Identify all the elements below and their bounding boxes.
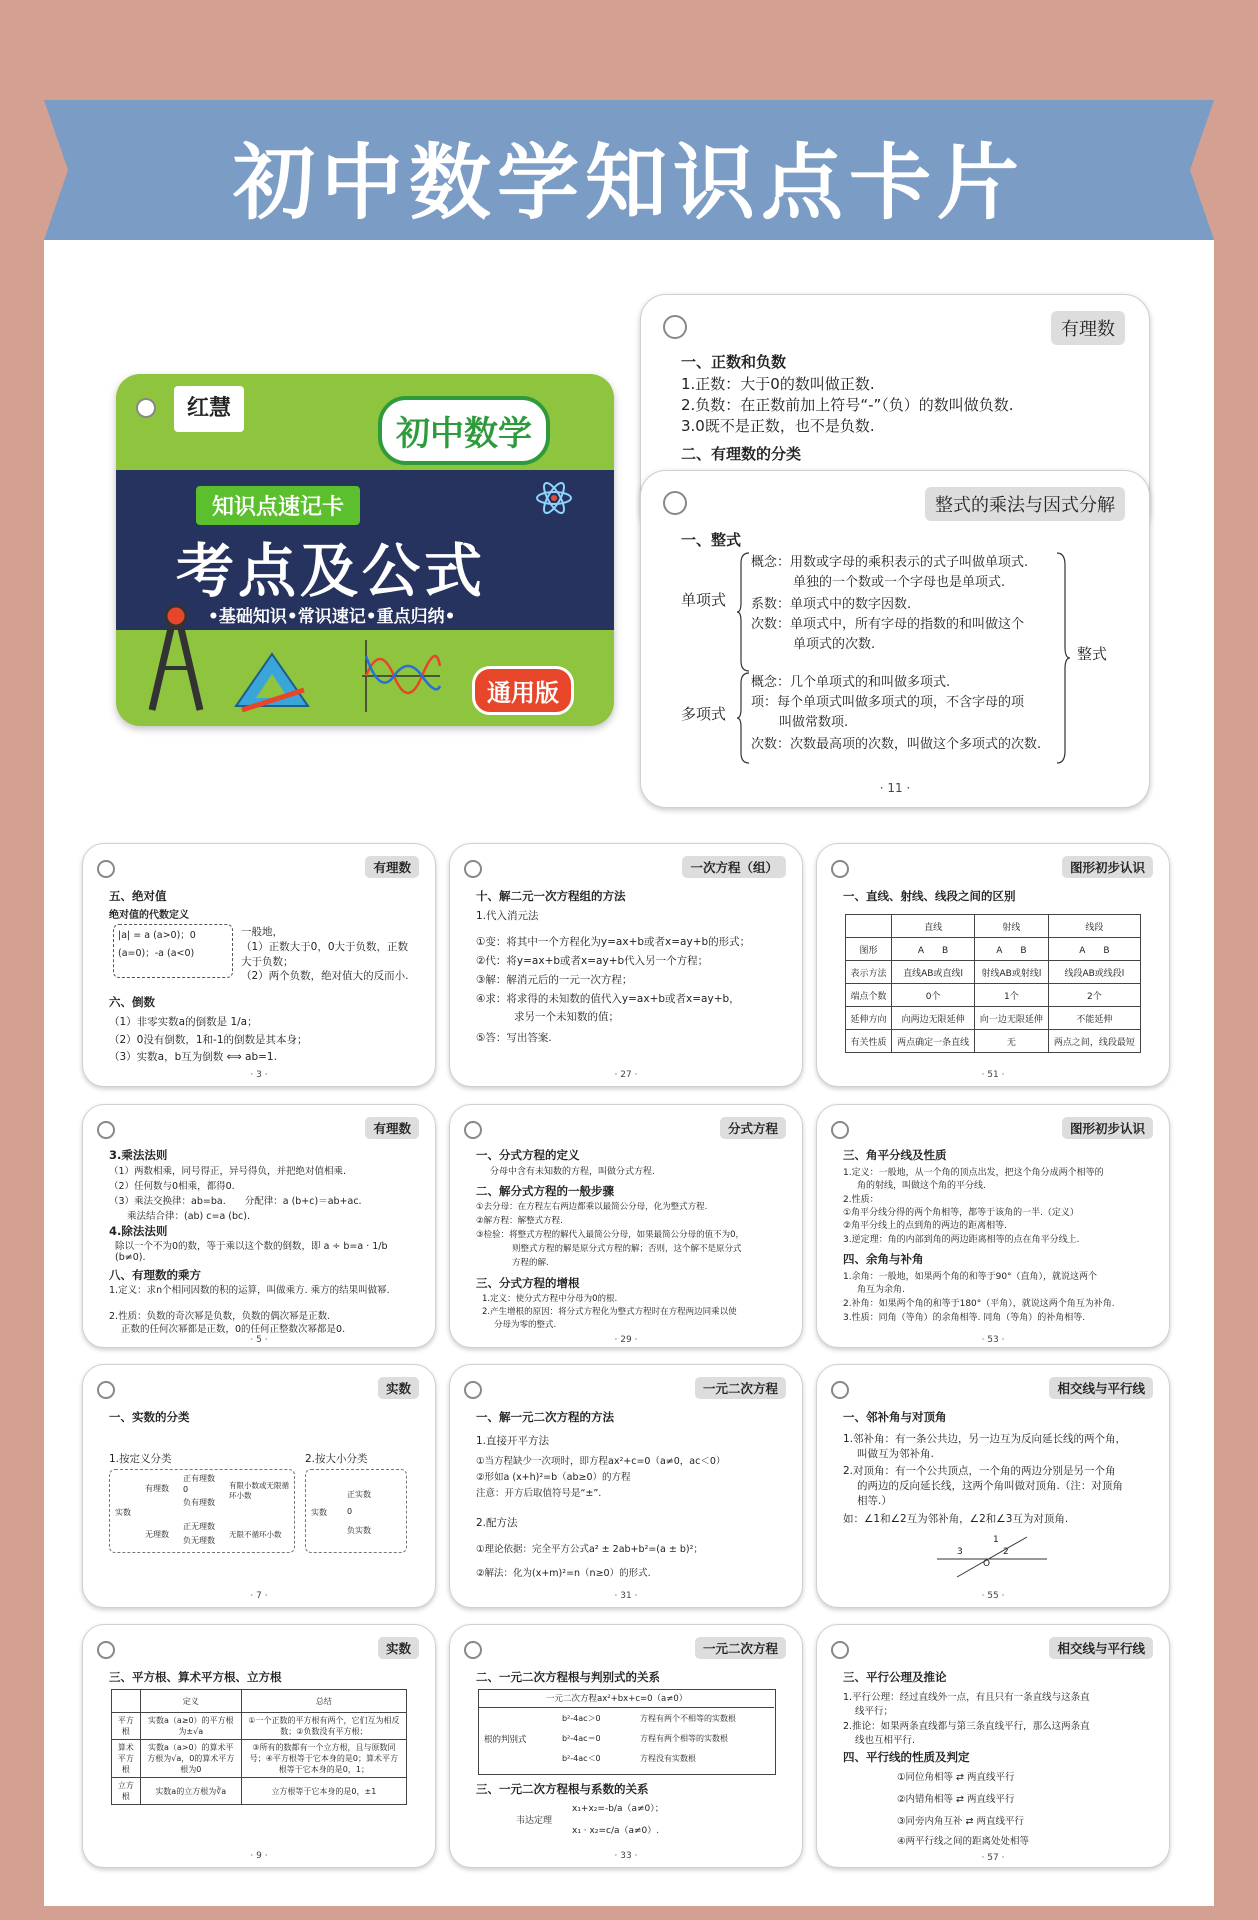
card-page-51: [816, 843, 1170, 1087]
card-line: 3.逆定理：角的内部到角的两边距离相等的点在角平分线上.: [843, 1235, 1080, 1245]
card-tab: 有理数: [365, 1117, 419, 1139]
table-cell: 2个: [1048, 984, 1140, 1007]
card-line: （3）实数a，b互为倒数 ⟺ ab=1.: [109, 1051, 277, 1063]
card-line: ①变：将其中一个方程化为y=ax+b或者x=ay+b的形式；: [476, 936, 751, 948]
card-hole: [831, 1121, 849, 1139]
table-cell: 射线AB或射线l: [975, 961, 1049, 984]
table-cell: 有关性质: [846, 1030, 892, 1053]
page-title: 初中数学知识点卡片: [232, 136, 1025, 231]
card-line: 2.产生增根的原因：将分式方程化为整式方程时在方程两边同乘以使: [482, 1307, 737, 1317]
card-hole: [831, 860, 849, 878]
table-cell: 两点确定一条直线: [892, 1030, 975, 1053]
table-cell: 向两边无限延伸: [892, 1007, 975, 1030]
card-line: ①同位角相等 ⇄ 两直线平行: [897, 1772, 1015, 1783]
card-line: 分母为零的整式.: [494, 1320, 557, 1330]
card-page-55: [816, 1364, 1170, 1608]
card-tab: 一元二次方程: [695, 1377, 786, 1399]
card-line: 求另一个未知数的值；: [514, 1011, 619, 1023]
monomial-line: 次数：单项式中，所有字母的指数的和叫做这个: [751, 617, 1025, 632]
table-cell: 实数a（a>0）的算术平方根为√a，0的算术平方根为0: [140, 1740, 241, 1778]
monomial-label: 单项式: [681, 591, 727, 609]
card-line: 十、解二元一次方程组的方法: [476, 889, 626, 903]
card-line: ③检验：将整式方程的解代入最简公分母，如果最简公分母的值不为0，: [476, 1230, 745, 1240]
card-line: 2.按大小分类: [305, 1453, 368, 1465]
table-cell: 1个: [975, 984, 1049, 1007]
page-number: · 33 ·: [614, 1851, 638, 1861]
card-line: ⑤答：写出答案.: [476, 1032, 552, 1044]
card-line: 除以一个不为0的数，等于乘以这个数的倒数，即 a ÷ b=a · 1/b (b≠0).: [115, 1241, 388, 1263]
card-line: 三、一元二次方程根与系数的关系: [476, 1782, 649, 1796]
class-root: 实数: [115, 1508, 131, 1517]
card-page-27: [449, 843, 803, 1087]
table-cell: 直线AB或直线l: [892, 961, 975, 984]
table-cell: 图形: [846, 938, 892, 961]
polynomial-line: 次数：次数最高项的次数，叫做这个多项式的次数.: [751, 737, 1042, 752]
table-cell: 立方根等于它本身的是0，±1: [241, 1778, 406, 1805]
card-line: 1.余角：一般地，如果两个角的和等于90°（直角），就说这两个: [843, 1272, 1098, 1282]
class-note: 无限不循环小数: [229, 1530, 282, 1539]
polynomial-label: 多项式: [681, 705, 727, 723]
card-hole: [663, 491, 687, 515]
card-line: 一、实数的分类: [109, 1410, 190, 1424]
card-page-7: [82, 1364, 436, 1608]
table-header: 射线: [975, 915, 1049, 938]
card-page-5: [82, 1104, 436, 1348]
card-line: 的两边的反向延长线，这两个角叫做对顶角.（注：对顶角: [857, 1480, 1123, 1492]
page-number: · 31 ·: [614, 1591, 638, 1601]
page-number: · 53 ·: [981, 1335, 1005, 1345]
monomial-line: 系数：单项式中的数字因数.: [751, 597, 912, 612]
page-number: · 11 ·: [879, 781, 911, 795]
card-hole: [464, 1121, 482, 1139]
card-line: （3）乘法交换律：ab=ba. 分配律：a (b+c)＝ab+ac.: [109, 1196, 362, 1207]
card-line: 1.定义：使分式方程中分母为0的根.: [482, 1294, 618, 1304]
card-line: 2.配方法: [476, 1517, 518, 1529]
card-line: ①当方程缺少一次项时，即方程ax²+c=0（a≠0，ac＜0）: [476, 1456, 726, 1467]
roots-table: [111, 1689, 407, 1805]
table-header: 一元二次方程ax²+bx+c=0（a≠0）: [546, 1694, 688, 1704]
card-line: ④两平行线之间的距离处处相等: [897, 1836, 1030, 1847]
card-line: 八、有理数的乘方: [109, 1268, 201, 1282]
table-cell: 不能延伸: [1048, 1007, 1140, 1030]
card-tab: 实数: [378, 1377, 419, 1399]
table-cell: 无: [975, 1030, 1049, 1053]
atom-icon: [534, 478, 574, 518]
card-polynomials: [640, 470, 1150, 808]
card-line: 四、平行线的性质及判定: [843, 1750, 970, 1764]
card-line: （2）任何数与0相乘，都得0.: [109, 1181, 235, 1192]
card-line: ②内错角相等 ⇄ 两直线平行: [897, 1794, 1015, 1805]
card-line: 韦达定理: [516, 1816, 553, 1826]
table-cell: 端点个数: [846, 984, 892, 1007]
table-cell: 实数a的立方根为∛a: [140, 1778, 241, 1805]
monomial-line: 概念：用数或字母的乘积表示的式子叫做单项式.: [751, 555, 1029, 570]
table-cell: 两点之间，线段最短: [1048, 1030, 1140, 1053]
abs-definition: |a| = a (a>0)；0 (a=0)；-a (a<0): [113, 924, 233, 978]
card-hole: [831, 1381, 849, 1399]
table-cell: 延伸方向: [846, 1007, 892, 1030]
card-page-31: [449, 1364, 803, 1608]
class-note: 有限小数或无限循环小数: [229, 1481, 289, 1500]
table-cell: 向一边无限延伸: [975, 1007, 1049, 1030]
table-cell: 0个: [892, 984, 975, 1007]
cover-hole: [136, 398, 156, 418]
card-line: 角互为余角.: [857, 1285, 905, 1295]
card-line: 一般地，: [241, 926, 283, 938]
card-tab: 有理数: [1051, 311, 1125, 345]
card-page-33: [449, 1624, 803, 1868]
compass-icon: [146, 602, 206, 714]
card-line: 1.直接开平方法: [476, 1435, 550, 1447]
card-line: 2.推论：如果两条直线都与第三条直线平行，那么这两条直: [843, 1721, 1090, 1732]
table-cell: b²-4ac＜0: [562, 1754, 601, 1763]
polynomial-line: 项：每个单项式叫做多项式的项，不含字母的项: [751, 695, 1025, 710]
table-cell: 实数a（a≥0）的平方根为±√a: [140, 1713, 241, 1740]
card-line: 3.性质：同角（等角）的余角相等. 同角（等角）的补角相等.: [843, 1313, 1086, 1323]
card-line: 一、解一元二次方程的方法: [476, 1410, 614, 1424]
card-page-3: [82, 843, 436, 1087]
card-line: 2.负数：在正数前加上符号“-”（负）的数叫做负数.: [681, 396, 1014, 414]
card-line: 相等.）: [857, 1495, 892, 1507]
card-line: 1.按定义分类: [109, 1453, 172, 1465]
card-line: 方程的解.: [512, 1258, 549, 1268]
card-line: 二、一元二次方程根与判别式的关系: [476, 1670, 660, 1684]
line-comparison-table: [845, 914, 1141, 1053]
table-cell: b²-4ac＞0: [562, 1714, 601, 1723]
class-leaf: 0: [347, 1507, 353, 1516]
card-line: （2）0没有倒数，1和-1的倒数是其本身；: [109, 1034, 308, 1046]
class-leaf: 负无理数: [183, 1536, 215, 1545]
card-line: 一、分式方程的定义: [476, 1148, 580, 1162]
angle-label: 1: [993, 1535, 999, 1545]
card-line: 如：∠1和∠2互为邻补角，∠2和∠3互为对顶角.: [843, 1513, 1069, 1525]
card-line: 五、绝对值: [109, 889, 167, 903]
class-node: 无理数: [145, 1530, 169, 1539]
class-leaf: 正有理数: [183, 1474, 215, 1483]
card-line: 1.邻补角：有一条公共边，另一边互为反向延长线的两个角，: [843, 1433, 1127, 1445]
class-leaf: 负实数: [347, 1526, 371, 1535]
card-page-57: [816, 1624, 1170, 1868]
table-cell: 方程没有实数根: [640, 1754, 696, 1763]
card-line: 一、邻补角与对顶角: [843, 1410, 947, 1424]
monomial-line: 单项式的次数.: [793, 637, 876, 652]
table-cell: b²-4ac＝0: [562, 1734, 601, 1743]
card-hole: [663, 315, 687, 339]
angle-label: 2: [1003, 1547, 1009, 1557]
card-hole: [97, 1641, 115, 1659]
card-line: x₁+x₂=-b/a（a≠0）；: [572, 1804, 664, 1814]
card-line: 一、直线、射线、线段之间的区别: [843, 889, 1016, 903]
card-line: 四、余角与补角: [843, 1252, 924, 1266]
table-header: 总结: [241, 1690, 406, 1713]
section-heading: 一、整式: [681, 531, 742, 549]
card-line: 线平行；: [855, 1706, 894, 1717]
angle-diagram: [937, 1531, 1047, 1579]
card-line: 二、解分式方程的一般步骤: [476, 1184, 614, 1198]
card-line: 乘法结合律：(ab) c=a (bc).: [127, 1211, 250, 1222]
card-tab: 一元二次方程: [695, 1637, 786, 1659]
table-header: 线段: [1048, 915, 1140, 938]
table-rule: [478, 1707, 774, 1708]
card-line: x₁ · x₂=c/a（a≠0）.: [572, 1826, 660, 1836]
card-line: 角的射线，叫做这个角的平分线.: [857, 1181, 986, 1191]
right-brace: [1055, 551, 1071, 765]
card-tab: 图形初步认识: [1062, 1117, 1153, 1139]
card-hole: [97, 1381, 115, 1399]
card-line: ③解：解消元后的一元一次方程；: [476, 974, 633, 986]
card-line: 分母中含有未知数的方程，叫做分式方程.: [490, 1167, 655, 1177]
card-line: 六、倒数: [109, 995, 155, 1009]
class-leaf: 0: [183, 1485, 189, 1494]
card-line: 三、角平分线及性质: [843, 1148, 947, 1162]
cover-title: 考点及公式: [176, 537, 487, 605]
card-hole: [831, 1641, 849, 1659]
brand-logo: 红慧: [174, 386, 244, 432]
card-line: 2.补角：如果两个角的和等于180°（平角），就说这两个角互为补角.: [843, 1299, 1115, 1309]
card-line: （2）两个负数，绝对值大的反而小.: [241, 970, 409, 982]
card-line: ①角平分线分得的两个角相等，都等于该角的一半.（定义）: [843, 1208, 1079, 1218]
monomial-brace: [737, 551, 751, 673]
class-node: 有理数: [145, 1484, 169, 1493]
table-cell: 方程有两个不相等的实数根: [640, 1714, 736, 1723]
right-label: 整式: [1077, 645, 1108, 663]
card-line: 2.性质：: [843, 1195, 879, 1205]
card-tab: 相交线与平行线: [1049, 1377, 1153, 1399]
page-number: · 3 ·: [250, 1070, 268, 1080]
triangle-ruler-icon: [232, 650, 312, 712]
card-line: 则整式方程的解是原分式方程的解；否则，这个解不是原分式: [512, 1244, 742, 1254]
table-cell: A B: [975, 938, 1049, 961]
table-cell: 线段AB或线段l: [1048, 961, 1140, 984]
table-cell: 表示方法: [846, 961, 892, 984]
card-tab: 有理数: [365, 856, 419, 878]
card-tab: 整式的乘法与因式分解: [925, 487, 1125, 521]
card-line: ①去分母：在方程左右两边都乘以最简公分母，化为整式方程.: [476, 1202, 708, 1212]
table-cell: 算术平方根: [112, 1740, 141, 1778]
card-hole: [97, 860, 115, 878]
page-number: · 9 ·: [250, 1851, 268, 1861]
class-leaf: 正无理数: [183, 1522, 215, 1531]
card-hole: [97, 1121, 115, 1139]
card-line: 正数的任何次幂都是正数，0的任何正整数次幂都是0.: [121, 1324, 346, 1335]
card-tab: 相交线与平行线: [1049, 1637, 1153, 1659]
polynomial-line: 概念：几个单项式的和叫做多项式.: [751, 675, 951, 690]
table-cell: 根的判别式: [484, 1735, 527, 1745]
card-tab: 分式方程: [720, 1117, 786, 1139]
card-page-9: [82, 1624, 436, 1868]
table-cell: 平方根: [112, 1713, 141, 1740]
cover-subtitle: 知识点速记卡: [196, 486, 360, 525]
subject-badge: 初中数学: [378, 396, 550, 465]
edition-badge: 通用版: [472, 666, 574, 715]
card-line: ②代：将y=ax+b或者x=ay+b代入另一个方程；: [476, 955, 709, 967]
page-number: · 57 ·: [981, 1853, 1005, 1863]
angle-label: O: [983, 1559, 991, 1569]
card-line: 3.乘法法则: [109, 1148, 168, 1162]
card-line: ②解法：化为(x+m)²=n（n≥0）的形式.: [476, 1568, 651, 1579]
table-cell: A B: [892, 938, 975, 961]
card-line: ④求：将求得的未知数的值代入y=ax+b或者x=ay+b，: [476, 993, 740, 1005]
card-line: 1.平行公理：经过直线外一点，有且只有一条直线与这条直: [843, 1692, 1090, 1703]
card-line: 叫做互为邻补角.: [857, 1448, 934, 1460]
card-line: 三、平行公理及推论: [843, 1670, 947, 1684]
table-cell: A B: [1048, 938, 1140, 961]
card-tab: 实数: [378, 1637, 419, 1659]
card-line: （1）正数大于0，0大于负数，正数大于负数；: [241, 941, 409, 968]
table-cell: ①一个正数的平方根有两个，它们互为相反数；②负数没有平方根；: [241, 1713, 406, 1740]
cover-tagline: •基础知识•常识速记•重点归纳•: [208, 607, 456, 627]
class-leaf: 正实数: [347, 1490, 371, 1499]
page-number: · 27 ·: [614, 1070, 638, 1080]
page-number: · 7 ·: [250, 1591, 268, 1601]
page-number: · 5 ·: [250, 1335, 268, 1345]
card-hole: [464, 860, 482, 878]
card-line: ③同旁内角互补 ⇄ 两直线平行: [897, 1816, 1025, 1827]
card-line: ②角平分线上的点到角的两边的距离相等.: [843, 1221, 1007, 1231]
book-cover: [116, 374, 614, 726]
card-page-29: [449, 1104, 803, 1348]
polynomial-line: 叫做常数项.: [779, 715, 849, 730]
card-page-53: [816, 1104, 1170, 1348]
page-number: · 55 ·: [981, 1591, 1005, 1601]
card-line: 三、分式方程的增根: [476, 1276, 580, 1290]
table-cell: ③所有的数都有一个立方根，且与原数同号；④平方根等于它本身的是0；算术平方根等于它本身的是0，1；: [241, 1740, 406, 1778]
table-header: 直线: [892, 915, 975, 938]
table-header: 定义: [140, 1690, 241, 1713]
card-line: 3.0既不是正数，也不是负数.: [681, 417, 875, 435]
card-hole: [464, 1641, 482, 1659]
card-line: 注意：开方后取值符号是“±”.: [476, 1488, 602, 1499]
card-line: （1）两数相乘，同号得正，异号得负，并把绝对值相乘.: [109, 1166, 347, 1177]
card-line: 二、有理数的分类: [681, 445, 802, 463]
class-leaf: 负有理数: [183, 1498, 215, 1507]
card-tab: 一次方程（组）: [682, 856, 786, 878]
card-line: 一、正数和负数: [681, 353, 787, 371]
card-line: 绝对值的代数定义: [109, 910, 189, 921]
card-line: 2.对顶角：有一个公共顶点，一个角的两边分别是另一个角: [843, 1465, 1116, 1477]
card-line: ②解方程：解整式方程.: [476, 1216, 563, 1226]
card-line: ①理论依据：完全平方公式a² ± 2ab+b²=(a ± b)²；: [476, 1544, 703, 1555]
card-line: 1.正数：大于0的数叫做正数.: [681, 375, 875, 393]
card-line: 三、平方根、算术平方根、立方根: [109, 1670, 282, 1684]
page-number: · 51 ·: [981, 1070, 1005, 1080]
table-cell: 立方根: [112, 1778, 141, 1805]
table-cell: 方程有两个相等的实数根: [640, 1734, 728, 1743]
card-hole: [464, 1381, 482, 1399]
table-header: [846, 915, 892, 938]
card-line: ②形如a (x+h)²=b（ab≥0）的方程: [476, 1472, 631, 1483]
table-header: [112, 1690, 141, 1713]
card-line: （1）非零实数a的倒数是 1/a；: [109, 1016, 258, 1028]
card-line: 4.除法法则: [109, 1224, 168, 1238]
wave-graph-icon: [352, 636, 442, 716]
class-root: 实数: [311, 1508, 327, 1517]
polynomial-brace: [737, 671, 751, 765]
angle-label: 3: [957, 1547, 963, 1557]
card-line: 1.定义：一般地，从一个角的顶点出发，把这个角分成两个相等的: [843, 1168, 1104, 1178]
page-number: · 29 ·: [614, 1335, 638, 1345]
monomial-line: 单独的一个数或一个字母也是单项式.: [793, 575, 1006, 590]
card-line: 1.代入消元法: [476, 910, 539, 922]
card-tab: 图形初步认识: [1062, 856, 1153, 878]
card-line: 线也互相平行.: [855, 1735, 916, 1746]
card-line: 1.定义：求n个相同因数的积的运算，叫做乘方. 乘方的结果叫做幂.: [109, 1285, 390, 1296]
card-line: 2.性质：负数的奇次幂是负数，负数的偶次幂是正数.: [109, 1311, 331, 1322]
